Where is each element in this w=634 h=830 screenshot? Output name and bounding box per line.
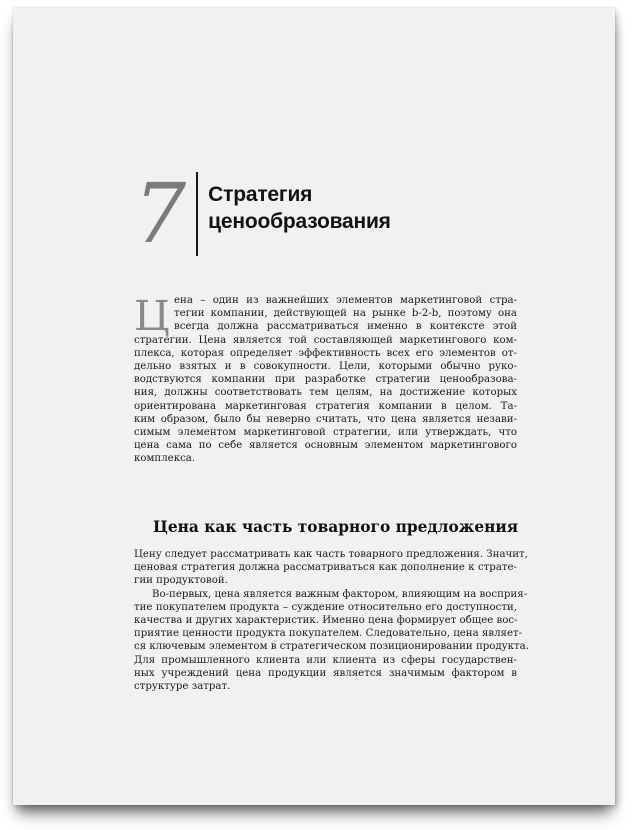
text-line: ена – один из важнейших элементов маркетинговой стра- (174, 295, 517, 306)
text-line: ким образом, было бы неверно считать, что цена является незави- (134, 413, 517, 425)
text-line: стратегии. Цена является той составляющей маркетингового ком- (134, 334, 517, 346)
chapter-number: 7 (134, 167, 187, 262)
text-line: плекса, которая определяет эффективность всех его элементов от- (134, 347, 517, 359)
section-body (134, 548, 529, 693)
text-line: цена сама по себе является основным элементом маркетингового (134, 440, 517, 452)
text-line: всегда должна рассматриваться именно в контексте этой (174, 321, 517, 333)
chapter-title (208, 181, 391, 235)
text-line: приятие ценности продукта покупателем. Следовательно, цена являет- (134, 628, 523, 640)
chapter-header (134, 167, 391, 262)
section-heading: Цена как часть товарного предложения (153, 518, 519, 536)
text-line: ориентирована маркетинговая стратегия компании в целом. Та- (134, 400, 517, 412)
text-line: тие покупателем продукта – суждение относительно его доступности, (134, 601, 517, 613)
text-line: водствуются компании при разработке стратегии ценообразова- (134, 374, 517, 386)
text-line: гии продуктовой. (134, 575, 228, 587)
text-line: ценовая стратегия должна рассматриваться как дополнение к страте- (134, 562, 517, 574)
chapter-divider (196, 172, 198, 256)
text-line: тегии компании, действующей на рынке b-2-b, поэтому она (174, 308, 517, 320)
text-line: Цену следует рассматривать как часть товарного предложения. Значит, (134, 549, 528, 560)
text-line: ных учреждений цена продукции является значимым фактором в (134, 667, 517, 679)
text-line: симым элементом маркетинговой стратегии, или утверждать, что (134, 427, 517, 439)
text-line: комплекса. (134, 453, 196, 465)
drop-cap: Ц (134, 292, 170, 340)
text-line: качества и других характеристик. Именно цена формирует общее вос- (134, 615, 518, 627)
text-line: ся ключевым элементом в стратегическом позиционировании продукта. (134, 641, 529, 653)
text-line: структуре затрат. (134, 681, 231, 693)
text-line: ния, должны соответствовать тем целям, на достижение которых (134, 387, 517, 399)
text-line: Во-первых, цена является важным фактором, влияющим на восприя- (152, 588, 528, 600)
chapter-title-line-2: ценообразования (208, 210, 391, 233)
chapter-title-line-1: Стратегия (208, 183, 313, 206)
text-line: Для промышленного клиента или клиента из сферы государствен- (134, 654, 517, 666)
text-line: дельно взятых и в совокупности. Цели, которыми обычно руко- (134, 361, 517, 373)
lead-paragraph (134, 294, 517, 466)
